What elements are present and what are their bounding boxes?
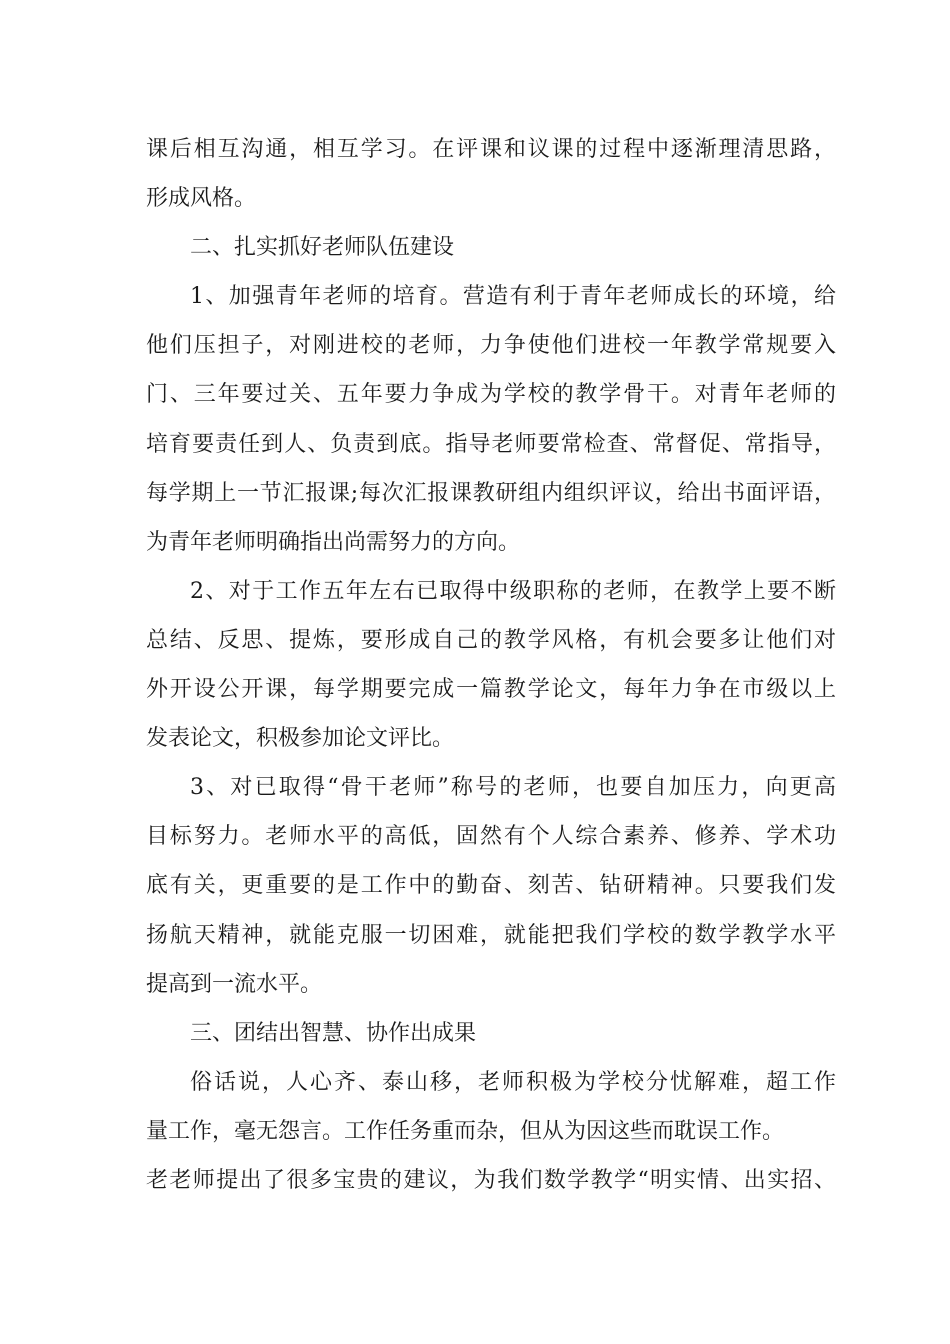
text-line: 门、三年要过关、五年要力争成为学校的教学骨干。对青年老师的 xyxy=(146,382,836,408)
section-heading: 三、团结出智慧、协作出成果 xyxy=(190,1020,477,1046)
text-line: 2、对于工作五年左右已取得中级职称的老师，在教学上要不断 xyxy=(190,578,836,604)
text-line: 发表论文，积极参加论文评比。 xyxy=(146,726,455,752)
text-line: 俗话说，人心齐、泰山移，老师积极为学校分忧解难，超工作 xyxy=(190,1069,836,1095)
text-line: 形成风格。 xyxy=(146,186,257,212)
text-line: 1、加强青年老师的培育。营造有利于青年老师成长的环境，给 xyxy=(190,284,836,310)
text-line: 课后相互沟通，相互学习。在评课和议课的过程中逐渐理清思路， xyxy=(146,137,836,162)
text-line: 提高到一流水平。 xyxy=(146,971,323,997)
text-line: 总结、反思、提炼，要形成自己的教学风格，有机会要多让他们对 xyxy=(146,627,836,653)
text-line: 3、对已取得“骨干老师”称号的老师，也要自加压力，向更高 xyxy=(190,775,836,801)
text-line: 扬航天精神，就能克服一切困难，就能把我们学校的数学教学水平 xyxy=(146,922,836,948)
text-line: 为青年老师明确指出尚需努力的方向。 xyxy=(146,529,521,555)
text-line: 老老师提出了很多宝贵的建议，为我们数学教学“明实情、出实招、 xyxy=(146,1167,836,1193)
text-line: 每学期上一节汇报课;每次汇报课教研组内组织评议，给出书面评语， xyxy=(146,480,836,506)
document-body xyxy=(146,130,836,1210)
text-line: 底有关，更重要的是工作中的勤奋、刻苦、钻研精神。只要我们发 xyxy=(146,873,836,899)
text-line: 外开设公开课，每学期要完成一篇教学论文，每年力争在市级以上 xyxy=(146,677,836,703)
text-line: 培育要责任到人、负责到底。指导老师要常检查、常督促、常指导， xyxy=(146,431,836,457)
section-heading: 二、扎实抓好老师队伍建设 xyxy=(190,235,455,261)
text-line: 量工作，毫无怨言。工作任务重而杂，但从为因这些而耽误工作。 xyxy=(146,1118,785,1144)
text-line: 目标努力。老师水平的高低，固然有个人综合素养、修养、学术功 xyxy=(146,824,836,850)
text-line: 他们压担子，对刚进校的老师，力争使他们进校一年教学常规要入 xyxy=(146,333,836,359)
